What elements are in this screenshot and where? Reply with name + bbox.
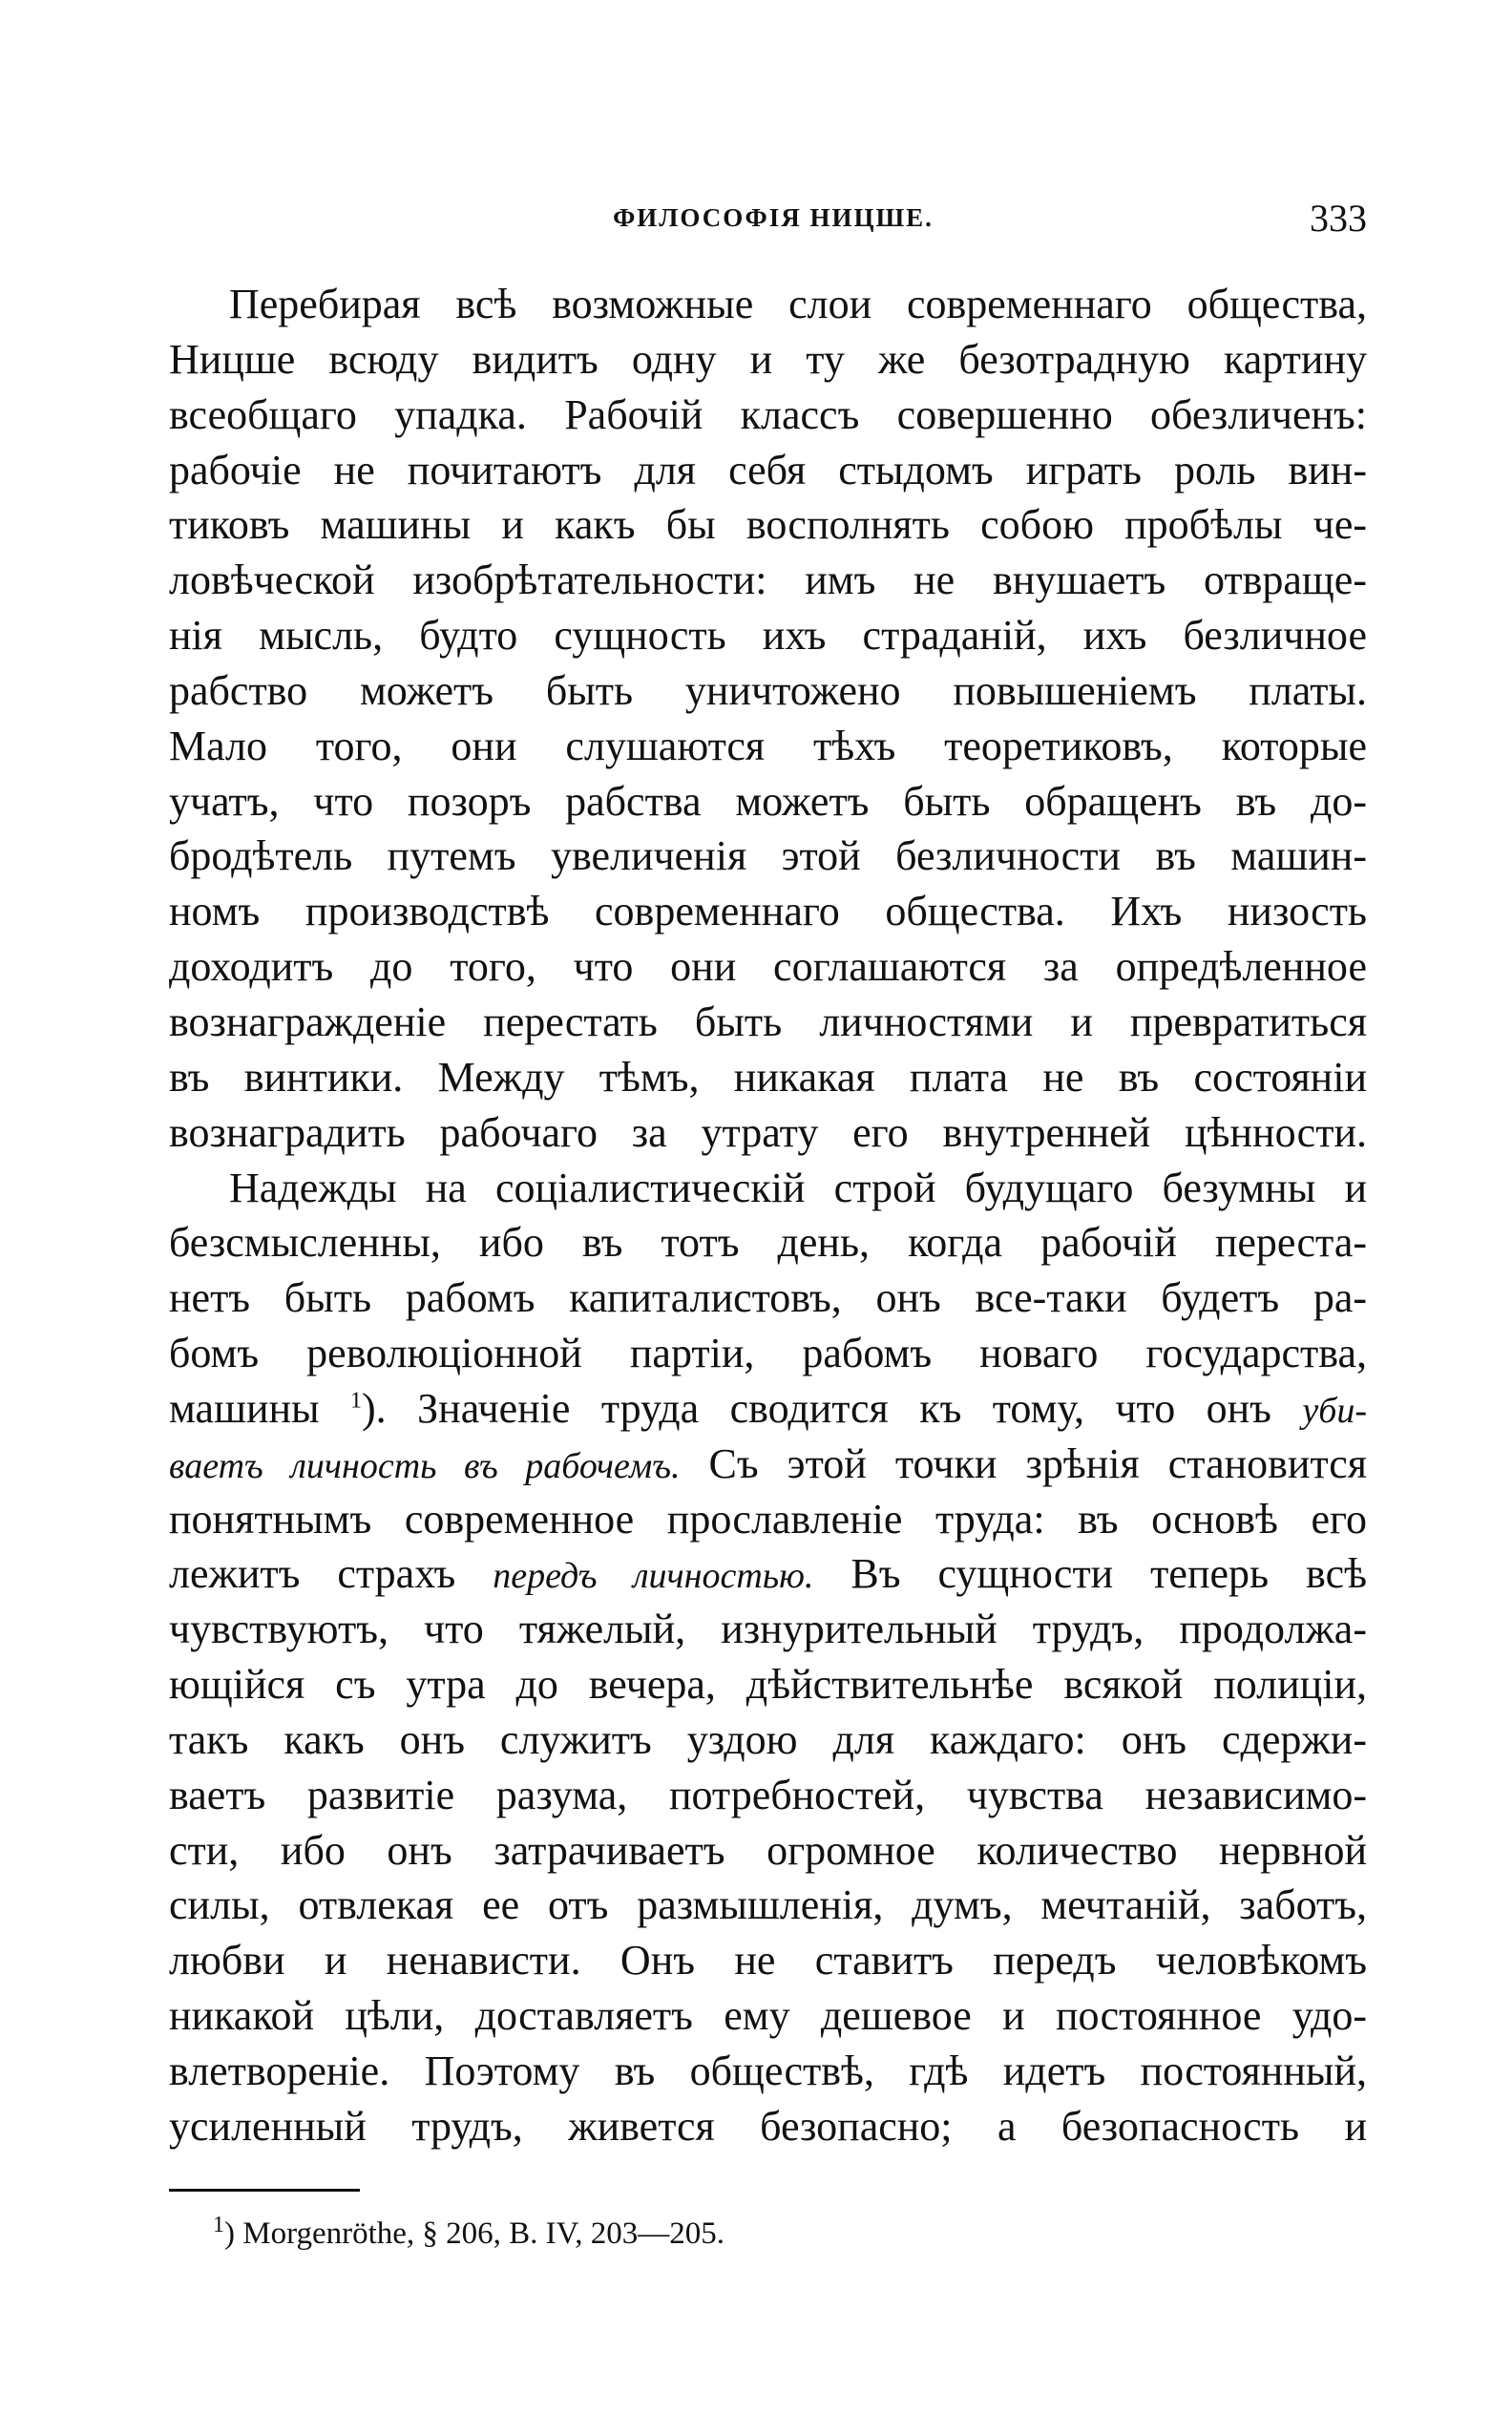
italic-text: передъ личностью.	[493, 1556, 814, 1597]
text-line	[169, 884, 1367, 939]
text-run: нія мысль, будто сущность ихъ страданій, ихъ безличное	[169, 612, 1367, 660]
text-line	[169, 1381, 1367, 1437]
text-line	[169, 2099, 1367, 2154]
text-line	[169, 277, 1367, 332]
text-line	[169, 388, 1367, 443]
running-head-title: ФИЛОСОФІЯ НИЦШЕ.	[613, 203, 934, 232]
text-line	[169, 1657, 1367, 1712]
page-number: 333	[1310, 197, 1367, 240]
running-head	[0, 196, 1512, 243]
text-run: безсмысленны, ибо въ тотъ день, когда рабочій переста-	[169, 1219, 1367, 1267]
text-line	[169, 1712, 1367, 1768]
text-run: Съ этой точки зрѣнія становится	[680, 1439, 1368, 1487]
text-line	[169, 497, 1367, 553]
paragraph	[169, 1161, 1367, 2154]
text-line	[169, 1933, 1367, 1988]
text-line	[169, 1546, 1367, 1602]
text-run: ловѣческой изобрѣтательности: имъ не внушаетъ отвраще-	[169, 556, 1367, 604]
text-run: тиковъ машины и какъ бы восполнять собою пробѣлы че-	[169, 501, 1367, 549]
text-line	[169, 995, 1367, 1050]
text-line	[169, 443, 1367, 498]
italic-text: уби-	[1302, 1390, 1367, 1431]
text-run: ). Значеніе труда сводится къ тому, что онъ	[362, 1384, 1303, 1432]
text-line	[169, 719, 1367, 774]
text-line	[169, 1602, 1367, 1657]
text-run: въ винтики. Между тѣмъ, никакая плата не въ состояніи	[169, 1053, 1367, 1101]
text-line	[169, 1050, 1367, 1105]
text-line	[169, 1823, 1367, 1879]
text-run: чувствуютъ, что тяжелый, изнурительный трудъ, продолжа-	[169, 1606, 1367, 1653]
text-run: Мало того, они слушаются тѣхъ теоретиковъ, которые	[169, 722, 1367, 769]
text-line	[169, 1326, 1367, 1381]
text-line	[169, 829, 1367, 884]
text-run: влетвореніе. Поэтому въ обществѣ, гдѣ идетъ постоянный,	[169, 2048, 1367, 2094]
text-run: машины	[169, 1384, 351, 1432]
text-run: Надежды на соціалистическій строй будущаго безумны и	[229, 1164, 1367, 1211]
paragraph	[169, 277, 1367, 1161]
text-run: рабочіе не почитаютъ для себя стыдомъ играть роль вин-	[169, 446, 1367, 494]
text-line	[169, 2044, 1367, 2099]
footnote-text: ) Morgenröthe, § 206, B. IV, 203—205.	[224, 2216, 725, 2251]
text-run: нетъ быть рабомъ капиталистовъ, онъ все-таки будетъ ра-	[169, 1274, 1367, 1322]
footnote-divider	[169, 2189, 360, 2192]
text-run: сти, ибо онъ затрачиваетъ огромное количество нервной	[169, 1826, 1367, 1874]
text-line	[169, 608, 1367, 663]
text-line	[169, 1492, 1367, 1547]
text-run: понятнымъ современное прославленіе труда: въ основѣ его	[169, 1495, 1367, 1543]
text-line	[169, 1161, 1367, 1216]
text-line	[169, 939, 1367, 995]
text-run: рабство можетъ быть уничтожено повышеніемъ платы.	[169, 666, 1367, 714]
text-run: Въ сущности теперь всѣ	[813, 1550, 1367, 1598]
text-run: ваетъ развитіе разума, потребностей, чувства независимо-	[169, 1771, 1367, 1818]
text-line	[169, 1105, 1367, 1161]
text-run: вознаградить рабочаго за утрату его внутренней цѣнности.	[169, 1108, 1367, 1156]
italic-text: ваетъ личность въ рабочемъ.	[169, 1445, 681, 1486]
text-run: лежитъ страхъ	[169, 1550, 494, 1598]
text-run: вознагражденіе перестать быть личностями и превратиться	[169, 998, 1367, 1045]
body-text	[169, 277, 1367, 2154]
text-run: всеобщаго упадка. Рабочій классъ совершенно обезличенъ:	[169, 390, 1367, 438]
text-line	[169, 663, 1367, 719]
text-run: Ницше всюду видитъ одну и ту же безотрадную картину	[169, 335, 1367, 383]
text-run: номъ производствѣ современнаго общества. Ихъ низость	[169, 888, 1367, 935]
text-line	[169, 332, 1367, 388]
text-run: доходитъ до того, что они соглашаются за опредѣленное	[169, 943, 1367, 991]
text-run: такъ какъ онъ служитъ уздою для каждаго: онъ сдержи-	[169, 1715, 1367, 1763]
text-line	[169, 1768, 1367, 1823]
text-run: Перебирая всѣ возможные слои современнаго общества,	[229, 281, 1367, 327]
text-run: ющійся съ утра до вечера, дѣйствительнѣе всякой полиціи,	[169, 1661, 1367, 1709]
text-run: усиленный трудъ, живется безопасно; а безопасность и	[169, 2102, 1367, 2150]
text-line	[169, 1215, 1367, 1270]
footnote-reference: 1	[350, 1388, 363, 1414]
text-run: силы, отвлекая ее отъ размышленія, думъ, мечтаній, заботъ,	[169, 1881, 1367, 1929]
text-run: любви и ненависти. Онъ не ставитъ передъ человѣкомъ	[169, 1937, 1367, 1984]
text-run: бомъ революціонной партіи, рабомъ новаго государства,	[169, 1330, 1367, 1377]
text-line	[169, 774, 1367, 830]
text-run: бродѣтель путемъ увеличенія этой безличности въ машин-	[169, 832, 1367, 880]
text-line	[169, 1270, 1367, 1326]
text-line	[169, 1437, 1367, 1492]
text-line	[169, 1878, 1367, 1933]
text-line	[169, 553, 1367, 608]
footnote	[213, 2213, 725, 2252]
text-line	[169, 1988, 1367, 2044]
text-run: никакой цѣли, доставляетъ ему дешевое и постоянное удо-	[169, 1992, 1367, 2040]
footnote-marker: 1	[213, 2213, 224, 2237]
text-run: учатъ, что позоръ рабства можетъ быть обращенъ въ до-	[169, 777, 1367, 825]
